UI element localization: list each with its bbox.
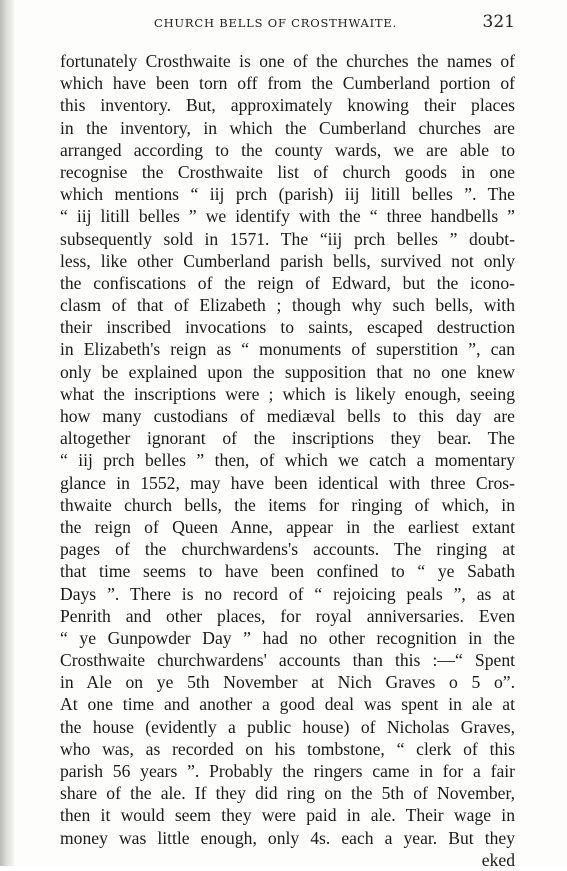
text-line: glance in 1552, may have been identical with three Cros- (60, 472, 515, 493)
text-line: parish 56 years ”. Probably the ringers came in for a fair (60, 761, 515, 781)
binding-shadow (0, 0, 14, 866)
text-line: money was little enough, only 4s. each a year. But they (60, 827, 515, 848)
text-line: who was, as recorded on his tombstone, “ clerk of this (60, 738, 515, 759)
text-line: this inventory. But, approximately knowing their places (60, 95, 515, 116)
text-line: subsequently sold in 1571. The “iij prch belles ” doubt- (60, 228, 515, 249)
text-line: share of the ale. If they did ring on the 5th of November, (60, 783, 515, 804)
text-line: the house (evidently a public house) of Nicholas Graves, (60, 716, 515, 737)
text-line: thwaite church bells, the items for ringing of which, in (60, 494, 515, 515)
text-line: how many custodians of mediæval bells to this day are (60, 406, 515, 426)
text-line: in the inventory, in which the Cumberland churches are (60, 117, 515, 138)
text-line: in Elizabeth's reign as “ monuments of superstition ”, can (60, 339, 515, 360)
text-line: the confiscations of the reign of Edward, but the icono- (60, 272, 515, 293)
text-line: pages of the churchwardens's accounts. The ringing at (60, 539, 515, 560)
text-line: in Ale on ye 5th November at Nich Graves o 5 o”. (60, 672, 515, 693)
text-line: then it would seem they were paid in ale. Their wage in (60, 805, 515, 826)
text-line: “ ye Gunpowder Day ” had no other recognition in the (60, 627, 515, 648)
text-line: their inscribed invocations to saints, escaped destruction (60, 317, 515, 338)
text-line: “ iij prch belles ” then, of which we catch a momentary (60, 450, 515, 471)
text-line: the reign of Queen Anne, appear in the earliest extant (60, 516, 515, 537)
text-line: arranged according to the county wards, we are able to (60, 139, 515, 160)
text-line: only be explained upon the supposition that no one knew (60, 361, 515, 382)
running-head (60, 10, 515, 32)
text-line: what the inscriptions were ; which is likely enough, seeing (60, 383, 515, 404)
text-line: Days ”. There is no record of “ rejoicing peals ”, as at (60, 583, 515, 604)
page-number: 321 (482, 12, 515, 32)
text-line: altogether ignorant of the inscriptions they bear. The (60, 428, 515, 449)
text-line: Penrith and other places, for royal anniversaries. Even (60, 605, 515, 626)
text-line: that time seems to have been confined to “ ye Sabath (60, 561, 515, 582)
text-line: At one time and another a good deal was spent in ale at (60, 694, 515, 715)
text-line: less, like other Cumberland parish bells, survived not only (60, 250, 515, 271)
text-line: which have been torn off from the Cumberland portion of (60, 73, 515, 94)
text-line: fortunately Crosthwaite is one of the churches the names of (60, 51, 515, 71)
catchword: eked (481, 849, 515, 870)
text-line: clasm of that of Elizabeth ; though why such bells, with (60, 295, 515, 316)
text-line: which mentions “ iij prch (parish) iij litill belles ”. The (60, 184, 515, 205)
body-text (60, 50, 515, 871)
running-title: CHURCH BELLS OF CROSTHWAITE. (154, 16, 398, 30)
text-line: Crosthwaite churchwardens' accounts than this :—“ Spent (60, 650, 515, 671)
text-line: recognise the Crosthwaite list of church goods in one (60, 161, 515, 182)
text-line: “ iij litill belles ” we identify with the “ three handbells ” (60, 206, 515, 227)
